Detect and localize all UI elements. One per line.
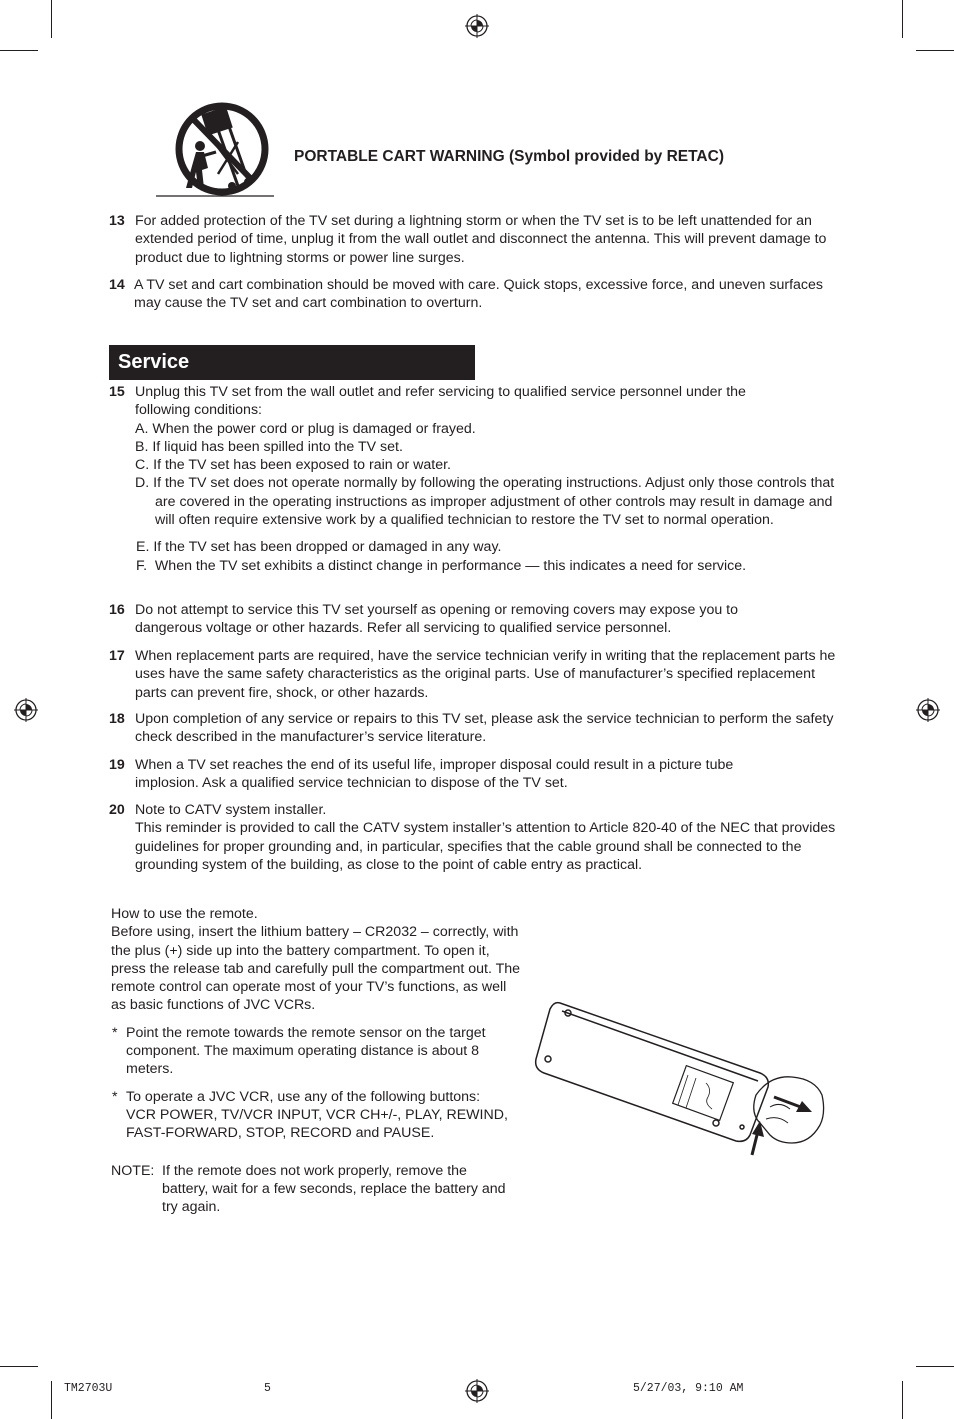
item-number: 16	[109, 602, 125, 618]
bullet-text: Point the remote towards the remote sensor on the target component. The maximum operating distance is about 8 meters.	[126, 1024, 486, 1078]
item-text: For added protection of the TV set during a lightning storm or when the TV set is to be left unattended for an extended period of time, unplug it from the wall outlet and disconnect the antenna. This will prevent damage to product due to lightning storms or power line surges.	[135, 213, 827, 266]
crop-mark	[916, 50, 954, 51]
list-item	[109, 383, 849, 575]
bullet-text: To operate a JVC VCR, use any of the following buttons: VCR POWER, TV/VCR INPUT, VCR CH+/-, PLAY, REWIND, FAST-FORWARD, STOP, RECORD and PAUSE.	[126, 1088, 508, 1142]
item-text: When replacement parts are required, have the service technician verify in writing that the replacement parts he uses have the same safety characteristics as the original parts. Use of manufacturer’s specified replacement parts can prevent fire, shock, or other hazards.	[135, 648, 836, 701]
condition-c: C. If the TV set has been exposed to rain or water.	[135, 457, 451, 474]
item-text: This reminder is provided to call the CATV system installer’s attention to Article 820-40 of the NEC that provides guidelines for proper grounding and, in particular, specifies that the cable ground shall be connected to the grounding system of the building, as close to the point of cable entry as practical.	[135, 820, 836, 873]
registration-mark-icon	[14, 698, 38, 722]
item-text: Upon completion of any service or repairs to this TV set, please ask the service technician to perform the safety check described in the manufacturer’s service literature.	[135, 711, 834, 746]
registration-mark-icon	[916, 698, 940, 722]
crop-mark	[0, 1366, 38, 1367]
section-heading-bar	[109, 345, 475, 380]
remote-paragraph: Before using, insert the lithium battery – CR2032 – correctly, with the plus (+) side up into the battery compartment. To open it, press the release tab and carefully pull the compartment out. The remote control can operate most of your TV’s functions, as well as basic functions of JVC VCRs.	[111, 924, 521, 1014]
bullet-mark: *	[112, 1024, 118, 1041]
registration-mark-icon	[465, 1379, 489, 1403]
item-number: 14	[109, 277, 125, 293]
bullet-item	[111, 1024, 516, 1079]
item-number: 17	[109, 648, 125, 664]
section-heading: Service	[118, 351, 190, 373]
condition-d: D. If the TV set does not operate normally by following the operating instructions. Adjust only those controls that are covered in the operating instructions as improper adjustment of other controls may result in damage and will often require extensive work by a qualified technician to restore the TV set to normal operation.	[135, 475, 835, 529]
footer-page-number: 5	[264, 1382, 271, 1395]
crop-mark	[51, 0, 52, 38]
list-item	[109, 756, 849, 793]
item-text: A TV set and cart combination should be moved with care. Quick stops, excessive force, and uneven surfaces may cause the TV set and cart combination to overturn.	[134, 277, 823, 312]
remote-instructions	[111, 905, 523, 1216]
item-number: 18	[109, 711, 125, 727]
condition-a: A. When the power cord or plug is damaged or frayed.	[135, 420, 476, 437]
crop-mark	[916, 1366, 954, 1367]
condition-e: E. If the TV set has been dropped or damaged in any way.	[136, 539, 502, 556]
list-item	[109, 647, 849, 702]
list-item	[109, 212, 849, 267]
condition-b: B. If liquid has been spilled into the TV set.	[135, 438, 403, 455]
list-item	[109, 276, 849, 313]
item-number: 15	[109, 384, 125, 400]
crop-mark	[902, 0, 903, 38]
footer-code: TM2703U	[64, 1382, 113, 1395]
footer-date: 5/27/03, 9:10 AM	[633, 1382, 744, 1395]
item-text: When a TV set reaches the end of its useful life, improper disposal could result in a picture tube implosion. Ask a qualified service technician to dispose of the TV set.	[135, 757, 734, 792]
item-text-title: Note to CATV system installer.	[135, 802, 327, 818]
crop-mark	[51, 1381, 52, 1419]
item-text: Do not attempt to service this TV set yourself as opening or removing covers may expose you to dangerous voltage or other hazards. Refer all servicing to qualified service personnel.	[135, 602, 738, 637]
cart-warning-title: PORTABLE CART WARNING (Symbol provided by RETAC)	[294, 148, 724, 165]
item-number: 19	[109, 757, 125, 773]
item-number: 20	[109, 802, 125, 818]
crop-mark	[0, 50, 38, 51]
bullet-mark: *	[112, 1088, 118, 1105]
remote-battery-illustration	[530, 995, 830, 1160]
registration-mark-icon	[465, 14, 489, 38]
note-text: If the remote does not work properly, remove the battery, wait for a few seconds, replace the battery and try again.	[162, 1162, 506, 1216]
crop-mark	[902, 1381, 903, 1419]
list-item	[109, 801, 849, 874]
list-item	[109, 710, 849, 747]
remote-heading: How to use the remote.	[111, 906, 258, 922]
item-text: Unplug this TV set from the wall outlet and refer servicing to qualified service personnel under the following conditions:	[135, 384, 746, 419]
item-number: 13	[109, 213, 125, 229]
cart-warning-icon	[156, 102, 274, 198]
condition-f: F. When the TV set exhibits a distinct change in performance — this indicates a need for service.	[136, 557, 747, 574]
list-item	[109, 601, 849, 638]
note	[111, 1162, 507, 1217]
bullet-item	[111, 1088, 511, 1143]
note-label: NOTE:	[111, 1162, 155, 1179]
